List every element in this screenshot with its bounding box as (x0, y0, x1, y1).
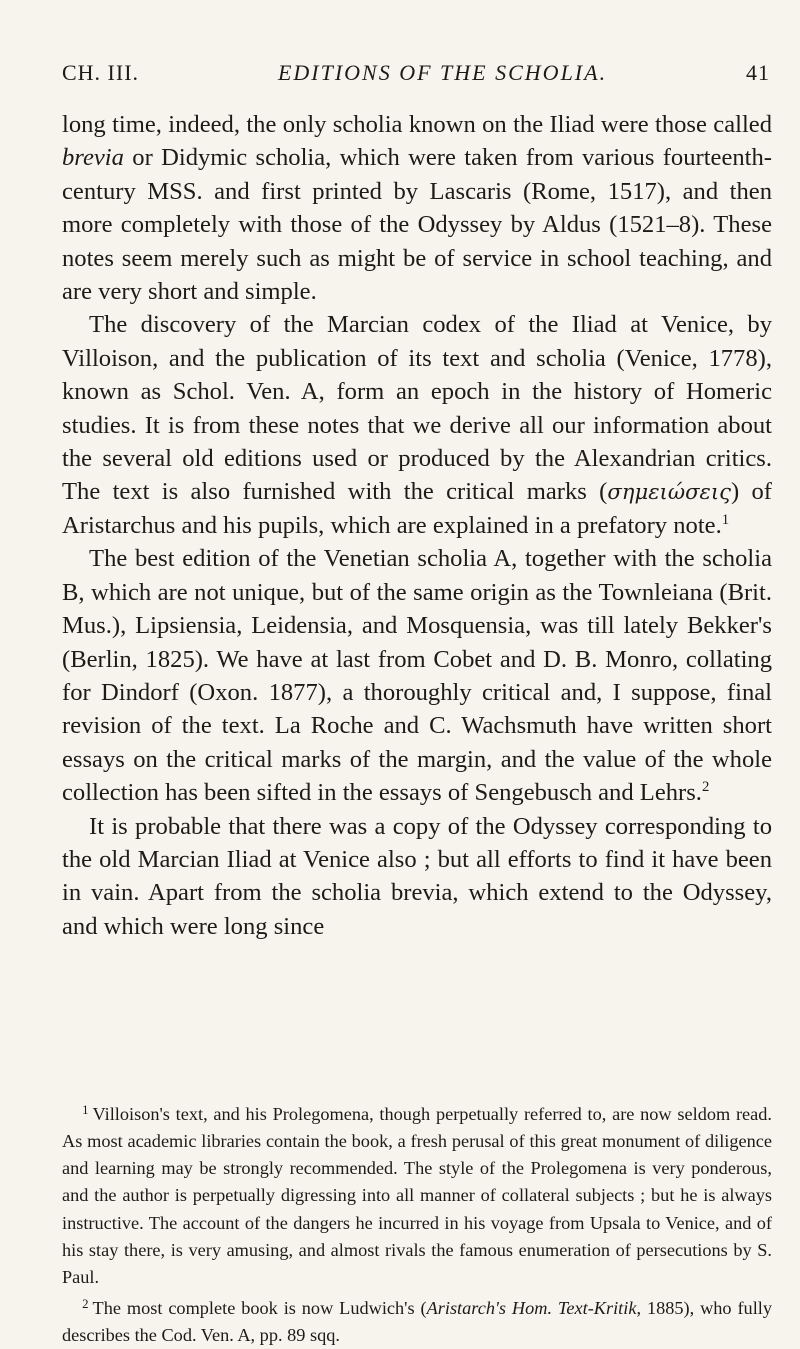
page-number: 41 (745, 60, 770, 85)
footnote-1: $^1$ Villoison's text, and his Prolegomena, though perpetually referred to, are now seldom read. As most academic libraries contain the book, a fresh perusal of this great monument of diligence and learning may be strongly recommended. The style of the Prolegomena is very ponderous, and the author is perpetually digressing into all manner of collateral subjects ; but he is always instructive. The account of the dangers he incurred in his voyage from Upsala to Venice, and of his stay there, is very amusing, and almost rivals the famous enumeration of persecutions by S. Paul. (62, 1103, 772, 1287)
footnote-ref-1[interactable]: 1 (721, 511, 730, 528)
italic-title: Aristarch's Hom. Text-Kritik (426, 1297, 637, 1318)
footnotes (62, 1097, 772, 1349)
footnote-2: $^2$ The most complete book is now Ludwich's (Aristarch's Hom. Text-Kritik, 1885), who fully describes the Cod. Ven. A, pp. 89 sqq. (62, 1297, 772, 1346)
footnote-mark-1: 1 (82, 1103, 89, 1117)
running-header (62, 60, 770, 86)
paragraph-3: The best edition of the Venetian scholia A, together with the scholia B, which are not unique, but of the same origin as the Townleiana (Brit. Mus.), Lipsiensia, Leidensia, and Mosquensia, was till lately Bekker's (Berlin, 1825). We have at last from Cobet and D. B. Monro, collating for Dindorf (Oxon. 1877), a thoroughly critical and, I suppose, final revision of the text. La Roche and C. Wachsmuth have written short essays on the critical marks of the margin, and the value of the whole collection has been sifted in the essays of Sengebusch and Lehrs.$^2$ (62, 545, 772, 807)
paragraph-1: long time, indeed, the only scholia known on the Iliad were those called brevia or Didymic scholia, which were taken from various fourteenth-century MSS. and first printed by Lascaris (Rome, 1517), and then more completely with those of the Odyssey by Aldus (1521–8). These notes seem merely such as might be of service in school teaching, and are very short and simple. (62, 111, 772, 306)
chapter-label: CH. III. (62, 60, 140, 85)
italic-term: brevia (62, 144, 124, 172)
running-title: EDITIONS OF THE SCHOLIA. (277, 60, 608, 85)
paragraph-2: The discovery of the Marcian codex of the Iliad at Venice, by Villoison, and the publication of its text and scholia (Venice, 1778), known as Schol. Ven. A, form an epoch in the history of Homeric studies. It is from these notes that we derive all our information about the several old editions used or produced by the Alexandrian critics. The text is also furnished with the critical marks (σημειώσεις) of Aristarchus and his pupils, which are explained in a prefatory note.$^1$ (62, 311, 772, 539)
greek-term: σημειώσεις (607, 479, 731, 505)
footnote-ref-2[interactable]: 2 (701, 778, 710, 795)
paragraph-4: It is probable that there was a copy of the Odyssey corresponding to the old Marcian Iliad at Venice also ; but all efforts to find it have been in vain. Apart from the scholia brevia, which extend to the Odyssey, and which were long since (62, 812, 772, 940)
footnote-mark-2: 2 (82, 1297, 89, 1312)
main-text (62, 108, 772, 943)
